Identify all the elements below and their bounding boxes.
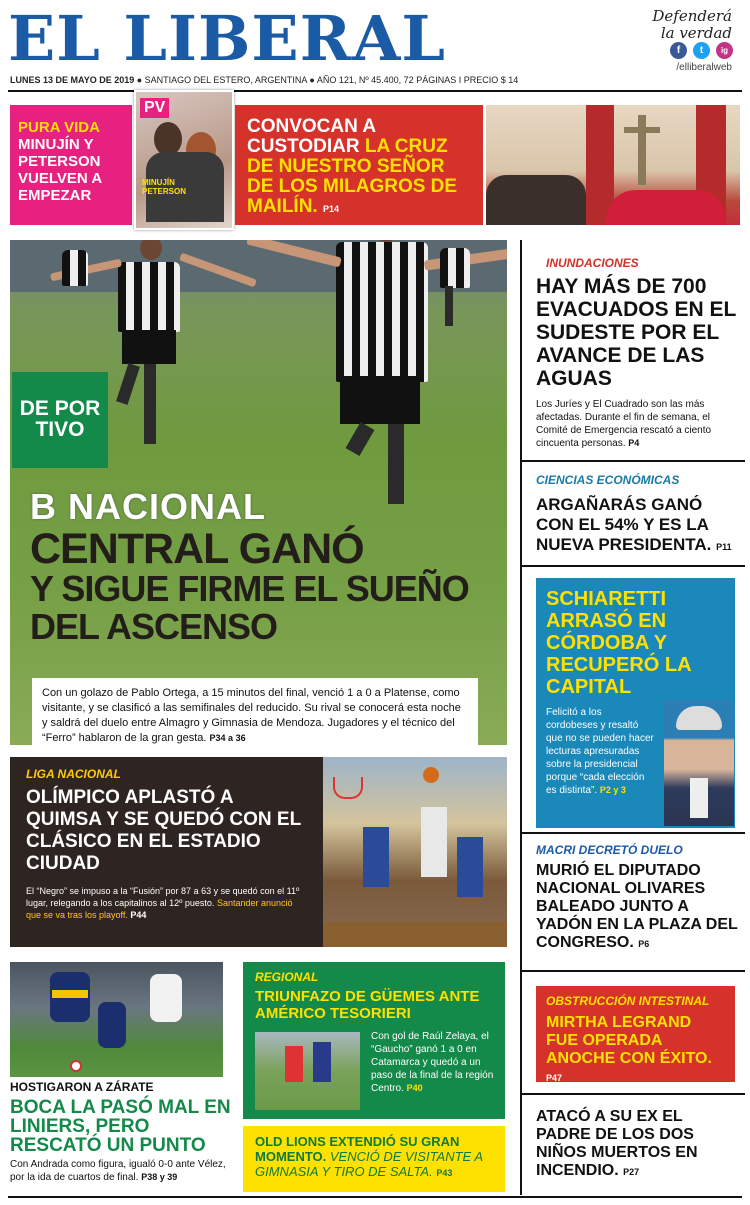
player-leg (388, 424, 404, 504)
mirtha-headline (546, 1014, 725, 1087)
inundaciones-summary-text: Los Juríes y El Cuadrado son las más afectadas. Durante el fin de semana, el Comité de Emergencia rescató a ciento cincuenta personas. (536, 399, 712, 449)
player-jersey (336, 242, 428, 382)
facebook-icon[interactable]: f (670, 42, 687, 59)
custodiar-headline (247, 117, 471, 219)
inundaciones-label: INUNDACIONES (546, 256, 639, 270)
soccer-ball-icon (70, 1060, 82, 1072)
regional-photo[interactable] (255, 1032, 360, 1110)
schiaretti-story[interactable] (536, 578, 735, 828)
tagline-line-2: la verdad (660, 24, 732, 42)
hero-headline-1: CENTRAL GANÓ (30, 525, 364, 573)
macri-headline-text: MURIÓ EL DIPUTADO NACIONAL OLIVARES BALEADO JUNTO A YADÓN EN LA PLAZA DEL CONGRESO. (536, 862, 738, 951)
player-jersey (118, 262, 180, 332)
player-leg (346, 422, 375, 456)
obstruccion-label: OBSTRUCCIÓN INTESTINAL (546, 994, 710, 1008)
flowers (606, 190, 726, 225)
page-ref: P2 y 3 (599, 785, 626, 795)
old-lions-rest: VENCIÓ DE VISITANTE A GIMNASIA Y TIRO DE SALTA. (255, 1149, 483, 1179)
ciencias-headline-text: ARGAÑARÁS GANÓ CON EL 54% Y ES LA NUEVA PRESIDENTA. (536, 495, 712, 554)
bullet: ● (309, 75, 317, 85)
liga-summary (26, 885, 307, 921)
basketball-icon (423, 767, 439, 783)
hero-kicker: B NACIONAL (30, 486, 266, 527)
place: SANTIAGO DEL ESTERO, ARGENTINA (144, 75, 307, 85)
ciencias-label: CIENCIAS ECONÓMICAS (536, 473, 680, 487)
deportivo-section-badge[interactable]: DE POR TIVO (12, 372, 108, 468)
liga-headline: OLÍMPICO APLASTÓ A QUIMSA Y SE QUEDÓ CON EL CLÁSICO EN EL ESTADIO CIUDAD (26, 787, 301, 874)
boca-player (98, 1002, 126, 1048)
section-rule (520, 970, 745, 972)
liga-label: LIGA NACIONAL (26, 767, 121, 781)
page-ref: P44 (130, 910, 147, 920)
cover-text: MINUJÍN PETERSON (142, 178, 187, 196)
basket-hoop-icon (333, 777, 363, 799)
liga-summary-text: El “Negro” se impuso a la “Fusión” por 87 a 63 y se quedó con el 11º lugar, relegando a los capitalinos al 12º puesto. (26, 886, 300, 908)
basketball-photo[interactable] (323, 757, 507, 947)
inundaciones-summary (536, 398, 741, 450)
ataco-headline-text: ATACÓ A SU EX EL PADRE DE LOS DOS NIÑOS MUERTOS EN INCENDIO. (536, 1108, 698, 1179)
schiaretti-photo[interactable] (664, 700, 734, 826)
inundaciones-headline[interactable]: HAY MÁS DE 700 EVACUADOS EN EL SUDESTE POR EL AVANCE DE LAS AGUAS (536, 275, 736, 390)
pura-vida-magazine-cover[interactable] (134, 90, 234, 230)
ciencias-headline[interactable] (536, 495, 741, 557)
bottom-rule (8, 1196, 742, 1198)
regional-summary-text: Con gol de Raúl Zelaya, el “Gaucho” ganó 1 a 0 en Catamarca y quedó a un paso de la final de la región Centro. (371, 1031, 494, 1094)
hero-headline-2: Y SIGUE FIRME EL SUEÑO DEL ASCENSO (30, 568, 469, 647)
custodiar-teaser[interactable] (235, 105, 483, 225)
page-ref: P43 (436, 1168, 453, 1178)
regional-headline: TRIUNFAZO DE GÜEMES ANTE AMÉRICO TESORIERI (255, 988, 480, 1022)
issue: AÑO 121, Nº 45.400, 72 PÁGINAS (316, 75, 457, 85)
page-ref: P14 (323, 204, 340, 214)
section-rule (520, 832, 745, 834)
mirtha-story[interactable] (536, 986, 735, 1082)
pura-vida-label: PURA VIDA (18, 119, 100, 136)
instagram-icon[interactable]: ig (716, 42, 733, 59)
schiaretti-headline: SCHIARETTI ARRASÓ EN CÓRDOBA Y RECUPERÓ LA CAPITAL (546, 588, 691, 698)
column-divider (520, 240, 522, 1195)
boca-headline[interactable]: BOCA LA PASÓ MAL EN LINIERS, PERO RESCATÓ UN PUNTO (10, 1097, 231, 1156)
dateline (10, 75, 518, 85)
boca-summary (10, 1158, 235, 1184)
section-rule (520, 1093, 745, 1095)
bg-player (62, 250, 88, 286)
date: LUNES 13 DE MAYO DE 2019 (10, 75, 135, 85)
ataco-headline[interactable] (536, 1108, 741, 1181)
tagline-line-1: Defenderá (652, 7, 732, 25)
page-ref: P38 y 39 (141, 1172, 178, 1182)
player (457, 837, 483, 897)
schiaretti-summary (546, 706, 656, 797)
page-ref: P40 (406, 1083, 423, 1093)
twitter-icon[interactable]: t (693, 42, 710, 59)
worshippers (486, 175, 586, 225)
schiaretti-summary-text: Felicitó a los cordobeses y resaltó que no se pueden hacer lecturas apresuradas sobre la presidencial porque “cada elección es distinta”. (546, 707, 654, 796)
custodiar-text: CONVOCAN A CUSTODIAR (247, 116, 376, 157)
pv-logo: PV (140, 98, 169, 118)
cross-arm (624, 127, 660, 133)
court-floor (323, 922, 507, 947)
page-ref: P34 a 36 (209, 733, 246, 743)
regional-story[interactable] (243, 962, 505, 1119)
hero-summary-text: Con un golazo de Pablo Ortega, a 15 minutos del final, venció 1 a 0 a Platense, como visitante, y se clasificó a las semifinales del reducido. Su rival se conocerá esta noche y saldrá del duelo entre Almagro y Gimnasia de Mendoza. Jugadores y el técnico del “Ferro” hablaron de la gran gesta. (42, 687, 461, 744)
shirt (690, 778, 708, 818)
old-lions-story[interactable] (243, 1126, 505, 1192)
church-photo[interactable] (486, 105, 740, 225)
player-shorts (122, 330, 176, 364)
hero-headline[interactable] (30, 525, 500, 647)
page-ref: P4 (628, 438, 640, 448)
player-leg (116, 363, 140, 405)
boca-summary-text: Con Andrada como figura, igualó 0-0 ante Vélez, por la ida de cuartos de final. (10, 1159, 226, 1183)
liga-nacional-story[interactable] (10, 757, 323, 947)
cover-person-man (154, 122, 182, 156)
hair (676, 706, 722, 730)
macri-label: MACRI DECRETÓ DUELO (536, 843, 683, 857)
player (313, 1042, 331, 1082)
bg-player (440, 248, 470, 288)
boca-stripe (52, 990, 88, 998)
social-handle[interactable]: /elliberalweb (676, 62, 732, 73)
player-leg (144, 364, 156, 444)
velez-player (150, 974, 182, 1022)
macri-headline[interactable] (536, 862, 741, 953)
player (285, 1046, 303, 1082)
boca-photo[interactable] (10, 962, 223, 1077)
divider: I (458, 75, 464, 85)
pura-vida-headline: MINUJÍN Y PETERSON VUELVEN A EMPEZAR (18, 136, 102, 204)
liga-summary-highlight: Santander anunció que se va tras los playoff. (26, 898, 293, 920)
hero-summary (32, 678, 478, 745)
pura-vida-teaser[interactable] (10, 105, 132, 225)
player (421, 807, 447, 877)
mirtha-headline-text: MIRTHA LEGRAND FUE OPERADA ANOCHE CON ÉXITO. (546, 1014, 712, 1067)
page-ref: P47 (546, 1073, 563, 1083)
bg-player-leg (445, 286, 453, 326)
old-lions-headline: OLD LIONS EXTENDIÓ SU GRAN MOMENTO. (255, 1134, 460, 1164)
masthead-rule (8, 90, 742, 92)
custodiar-highlight: LA CRUZ DE NUESTRO SEÑOR DE LOS MILAGROS DE MAILÍN. (247, 136, 458, 217)
section-rule (520, 460, 745, 462)
bullet: ● (136, 75, 145, 85)
tagline (652, 8, 732, 42)
boca-label: HOSTIGARON A ZÁRATE (10, 1080, 154, 1094)
cross-icon (638, 115, 646, 185)
regional-label: REGIONAL (255, 970, 319, 984)
price: PRECIO $ 14 (463, 75, 519, 85)
section-rule (520, 565, 745, 567)
newspaper-logo[interactable]: EL LIBERAL (8, 2, 446, 75)
regional-summary (371, 1030, 497, 1095)
page-ref: P11 (716, 542, 732, 552)
page-ref: P6 (638, 939, 650, 949)
page-ref: P27 (623, 1167, 640, 1177)
player-shorts (340, 376, 420, 424)
player (363, 827, 389, 887)
